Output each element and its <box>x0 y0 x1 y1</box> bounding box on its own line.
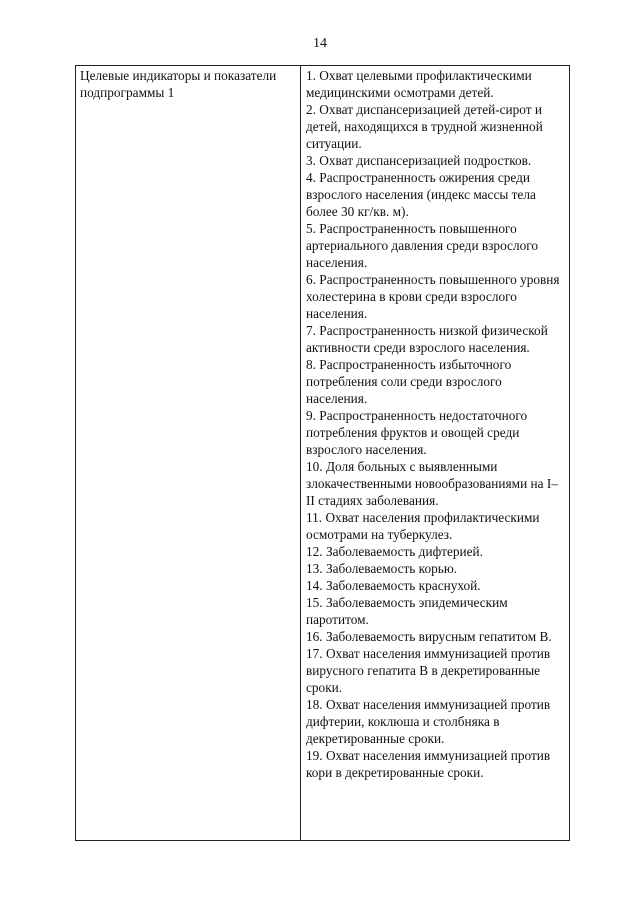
indicator-item: 4. Распространенность ожирения среди взрослого населения (индекс массы тела более 30 кг/кв. м). <box>306 170 536 219</box>
indicator-item: 7. Распространенность низкой физической активности среди взрослого населения. <box>306 323 548 355</box>
indicator-item: 2. Охват диспансеризацией детей-сирот и детей, находящихся в трудной жизненной ситуации. <box>306 102 543 151</box>
left-cell-text: Целевые индикаторы и показатели подпрограммы 1 <box>80 68 277 100</box>
indicator-item: 9. Распространенность недостаточного потребления фруктов и овощей среди взрослого населения. <box>306 408 528 457</box>
indicator-item: 1. Охват целевыми профилактическими медицинскими осмотрами детей. <box>306 68 532 100</box>
indicator-item: 18. Охват населения иммунизацией против дифтерии, коклюша и столбняка в декретированные сроки. <box>306 697 551 746</box>
right-cell <box>301 66 570 841</box>
indicators-table <box>75 65 570 841</box>
indicator-item: 17. Охват населения иммунизацией против вирусного гепатита В в декретированные сроки. <box>306 646 551 695</box>
indicator-item: 14. Заболеваемость краснухой. <box>306 578 481 593</box>
left-cell <box>76 66 301 841</box>
indicator-list <box>306 67 565 781</box>
indicator-item: 16. Заболеваемость вирусным гепатитом В. <box>306 629 552 644</box>
indicator-item: 8. Распространенность избыточного потребления соли среди взрослого населения. <box>306 357 512 406</box>
table-row <box>76 66 570 841</box>
indicator-item: 19. Охват населения иммунизацией против кори в декретированные сроки. <box>306 748 551 780</box>
indicator-item: 11. Охват населения профилактическими осмотрами на туберкулез. <box>306 510 540 542</box>
page-number: 14 <box>313 36 327 51</box>
indicator-item: 3. Охват диспансеризацией подростков. <box>306 153 532 168</box>
indicator-item: 6. Распространенность повышенного уровня холестерина в крови среди взрослого населения. <box>306 272 560 321</box>
indicator-item: 15. Заболеваемость эпидемическим паротитом. <box>306 595 508 627</box>
indicator-item: 10. Доля больных с выявленными злокачественными новообразованиями на I–II стадиях заболевания. <box>306 459 558 508</box>
indicator-item: 13. Заболеваемость корью. <box>306 561 458 576</box>
indicator-item: 5. Распространенность повышенного артериального давления среди взрослого населения. <box>306 221 539 270</box>
indicator-item: 12. Заболеваемость дифтерией. <box>306 544 484 559</box>
